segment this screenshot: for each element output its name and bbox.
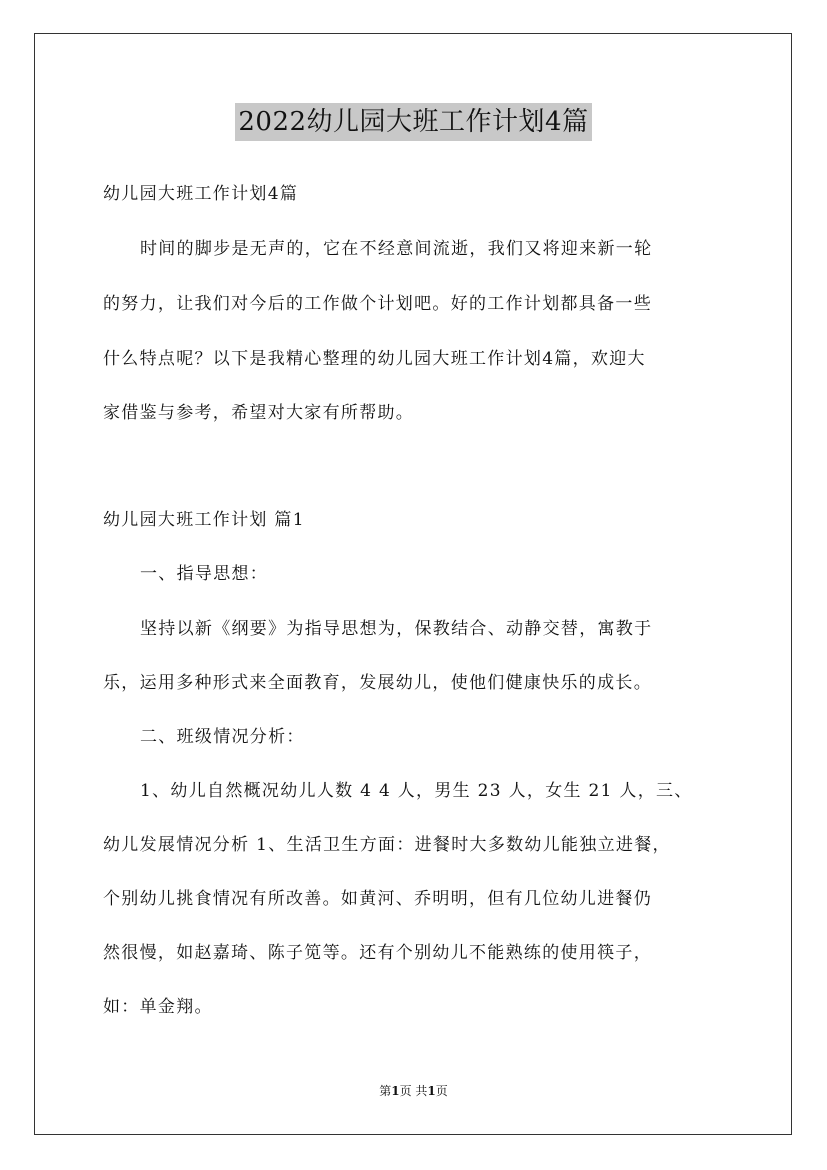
intro-line-1: 时间的脚步是无声的，它在不经意间流逝，我们又将迎来新一轮 [140, 239, 653, 259]
page-current: 1 [391, 1084, 400, 1098]
page-prefix: 第 [379, 1084, 392, 1098]
intro-line-3: 什么特点呢？以下是我精心整理的幼儿园大班工作计划4篇，欢迎大 [103, 349, 646, 369]
paragraph-2-line-5: 如：单金翔。 [103, 997, 213, 1017]
intro-line-4: 家借鉴与参考，希望对大家有所帮助。 [103, 403, 415, 423]
page-mid: 页 共 [399, 1084, 428, 1098]
page-number-footer [0, 1083, 827, 1099]
paragraph-2-line-4: 然很慢，如赵嘉琦、陈子笕等。还有个别幼儿不能熟练的使用筷子， [103, 943, 652, 963]
document-subtitle: 幼儿园大班工作计划4篇 [103, 184, 299, 204]
page-total: 1 [427, 1084, 436, 1098]
paragraph-1-line-1: 坚持以新《纲要》为指导思想为，保教结合、动静交替，寓教于 [140, 619, 653, 639]
paragraph-2-line-1: 1、幼儿自然概况幼儿人数 4 4 人，男生 23 人，女生 21 人，三、 [140, 781, 693, 801]
page-suffix: 页 [435, 1084, 448, 1098]
title-container [0, 103, 827, 141]
document-title: 2022幼儿园大班工作计划4篇 [235, 103, 591, 141]
heading-class-analysis: 二、班级情况分析： [140, 727, 305, 747]
paragraph-2-line-2: 幼儿发展情况分析 1、生活卫生方面：进餐时大多数幼儿能独立进餐， [103, 835, 671, 855]
intro-line-2: 的努力，让我们对今后的工作做个计划吧。好的工作计划都具备一些 [103, 294, 652, 314]
heading-guiding-thought: 一、指导思想： [140, 564, 269, 584]
paragraph-1-line-2: 乐，运用多种形式来全面教育，发展幼儿，使他们健康快乐的成长。 [103, 673, 652, 693]
paragraph-2-line-3: 个别幼儿挑食情况有所改善。如黄河、乔明明，但有几位幼儿进餐仍 [103, 889, 652, 909]
section-heading: 幼儿园大班工作计划 篇1 [103, 510, 305, 530]
